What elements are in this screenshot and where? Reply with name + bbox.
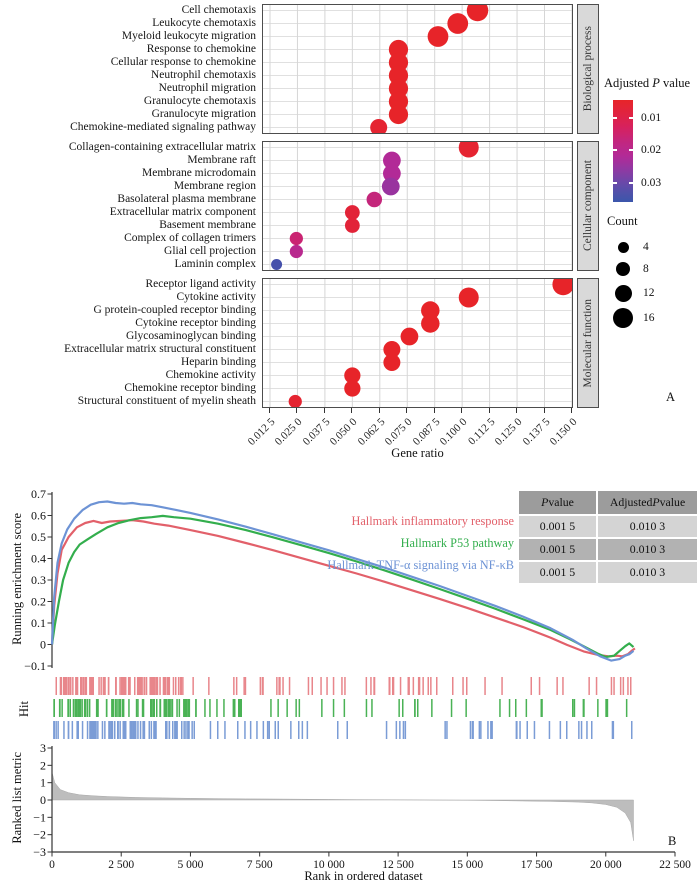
term-labels: [0, 4, 256, 134]
term-label: Glial cell projection: [164, 245, 256, 257]
go-term-dot: [345, 205, 360, 220]
go-term-dot: [271, 259, 282, 270]
table-cell: 0.001 5: [519, 562, 596, 583]
x-tick-mark: [571, 408, 572, 413]
colorbar-tick: [629, 149, 633, 151]
x-tick-label: 0.125 0: [492, 416, 525, 448]
ranked-tick-label: −1: [33, 810, 46, 825]
table-header-adj-pvalue: Adjusted P value: [598, 491, 697, 514]
x-tick-label: 0.150 0: [547, 416, 580, 448]
table-cell: 0.010 3: [598, 562, 697, 583]
term-label: Basolateral plasma membrane: [117, 193, 256, 205]
x-tick-label: 0.025 0: [273, 416, 305, 448]
x-tick-label: 0.037 5: [300, 416, 333, 448]
x-tick-mark: [269, 408, 270, 413]
count-legend-dot: [616, 262, 630, 276]
colorbar-tick: [613, 149, 617, 151]
x-tick-mark: [434, 408, 435, 413]
go-term-dot: [290, 232, 303, 245]
term-label: Chemokine-mediated signaling pathway: [70, 121, 256, 133]
facet-strip-label: Biological process: [582, 26, 594, 112]
term-label: Laminin complex: [174, 258, 256, 270]
go-term-dot: [428, 26, 449, 47]
ranked-tick-label: 0: [40, 793, 46, 807]
count-legend-dot: [618, 242, 629, 253]
term-labels: [0, 278, 256, 408]
panel-a-label: A: [666, 390, 676, 404]
res-tick-label: 0.3: [31, 573, 46, 587]
term-label: Membrane microdomain: [141, 167, 256, 179]
go-term-dot: [389, 105, 408, 124]
dots: [289, 279, 572, 407]
x-tick-mark: [489, 408, 490, 413]
hit-band-0: [56, 677, 632, 695]
count-legend-value: 16: [643, 312, 655, 324]
count-legend-dot: [613, 308, 633, 328]
plot-panel: [262, 141, 573, 271]
term-label: Cell chemotaxis: [181, 4, 256, 16]
x-tick-label: 0.087 5: [410, 416, 443, 448]
dot-canvas: [263, 279, 572, 407]
x-tick-mark: [351, 408, 352, 413]
rank-tick-label: 2 500: [108, 859, 135, 871]
x-axis-title: Gene ratio: [391, 446, 444, 460]
term-label: Response to chemokine: [146, 43, 256, 55]
go-term-dot: [289, 395, 302, 407]
colorbar-tick-label: 0.01: [641, 111, 662, 124]
x-tick-label: 0.075 0: [382, 416, 415, 448]
colorbar-tick-label: 0.03: [641, 176, 662, 189]
term-label: Neutrophil chemotaxis: [150, 69, 256, 81]
gridlines: [263, 279, 572, 407]
hit-band-2: [53, 721, 632, 739]
res-tick-label: 0.2: [31, 594, 46, 609]
term-label: Myeloid leukocyte migration: [121, 30, 256, 42]
term-label: Neutrophil migration: [158, 82, 256, 94]
dot-canvas: [263, 142, 572, 270]
go-term-dot: [382, 178, 400, 196]
go-term-dot: [401, 328, 419, 346]
term-label: G protein-coupled receptor binding: [93, 304, 256, 316]
x-tick-mark: [379, 408, 380, 413]
facet-strip-label: Molecular function: [582, 298, 594, 388]
count-legend-value: 12: [643, 287, 655, 299]
x-tick-mark: [544, 408, 545, 413]
term-label: Chemokine receptor binding: [124, 382, 256, 394]
go-term-dot: [367, 192, 383, 208]
colorbar-tick: [629, 117, 633, 119]
x-tick-label: 0.100 0: [437, 416, 470, 448]
res-tick-label: 0.5: [31, 530, 46, 544]
pvalue-table: [519, 491, 697, 583]
rank-tick-label: 22 500: [659, 859, 691, 871]
x-tick-label: 0.112 5: [465, 416, 498, 448]
panel-b-label: B: [668, 834, 677, 848]
go-term-dot: [421, 314, 440, 333]
term-label: Extracellular matrix structural constituent: [64, 343, 256, 355]
res-axis-title: Running enrichment score: [9, 513, 24, 645]
ranked-axis: [33, 741, 691, 871]
term-label: Cytokine receptor binding: [135, 317, 256, 329]
term-label: Collagen-containing extracellular matrix: [68, 141, 256, 153]
term-label: Glycosaminoglycan binding: [126, 330, 256, 342]
term-label: Basement membrane: [159, 219, 256, 231]
term-label: Chemokine activity: [165, 369, 256, 381]
table-cell: 0.010 3: [598, 539, 697, 560]
ranked-tick-label: −2: [33, 827, 46, 842]
x-tick-label: 0.137 5: [520, 416, 552, 448]
x-tick-mark: [324, 408, 325, 413]
rank-tick-label: 10 000: [313, 859, 345, 871]
ranked-axis-title: Ranked list metric: [9, 752, 24, 844]
res-tick-label: 0.6: [31, 508, 46, 523]
rank-tick-label: 12 500: [382, 859, 414, 871]
x-tick-mark: [516, 408, 517, 413]
colorbar-tick-label: 0.02: [641, 144, 662, 157]
go-term-dot: [467, 5, 489, 21]
count-legend-value: 8: [643, 263, 649, 275]
term-label: Membrane region: [173, 180, 256, 192]
term-label: Complex of collagen trimers: [124, 232, 256, 244]
go-term-dot: [552, 279, 572, 295]
color-legend-title: Adjusted P value: [604, 76, 691, 90]
go-term-dot: [383, 354, 400, 371]
gridlines: [263, 142, 572, 270]
rank-tick-label: 15 000: [451, 859, 484, 871]
size-legend-title: Count: [607, 214, 638, 228]
rank-tick-label: 17 500: [520, 859, 553, 871]
x-tick-mark: [296, 408, 297, 413]
res-tick-label: −0.1: [24, 659, 46, 673]
term-label: Heparin binding: [180, 356, 256, 368]
x-tick-mark: [406, 408, 407, 413]
ranked-tick-label: −3: [33, 844, 46, 859]
res-axis: [24, 487, 52, 673]
hit-band-1: [53, 699, 627, 717]
rank-tick-label: 20 000: [589, 859, 622, 871]
colorbar-tick: [613, 117, 617, 119]
x-tick-label: 0.012 5: [245, 416, 278, 448]
ranked-tick-label: 3: [40, 741, 46, 756]
go-term-dot: [344, 380, 360, 396]
res-tick-label: 0.4: [31, 551, 46, 566]
dot-canvas: [263, 5, 572, 133]
legend-inflammatory-response: Hallmark inflammatory response: [351, 514, 514, 528]
x-axis-title: Rank in ordered dataset: [304, 869, 423, 883]
go-term-dot: [447, 13, 468, 34]
facet-strip: [577, 4, 599, 134]
term-label: Structural constituent of myelin sheath: [77, 395, 256, 407]
x-tick-mark: [461, 408, 462, 413]
term-label: Granulocyte chemotaxis: [143, 95, 256, 107]
facet-strip: [577, 278, 599, 408]
term-label: Extracellular matrix component: [109, 206, 256, 218]
plot-panel: [262, 278, 573, 408]
count-legend-dot: [615, 285, 632, 302]
hit-axis-title: Hit: [16, 701, 31, 717]
facet-cellular-component: [0, 141, 700, 273]
go-term-dot: [370, 119, 387, 133]
facet-strip: [577, 141, 599, 271]
term-labels: [0, 141, 256, 271]
res-tick-label: 0.1: [31, 616, 46, 630]
plot-panel: [262, 4, 573, 134]
rank-tick-label: 0: [49, 859, 55, 871]
go-term-dot: [345, 218, 360, 233]
term-label: Granulocyte migration: [151, 108, 256, 120]
go-term-dot: [290, 245, 303, 258]
table-header-pvalue: P value: [519, 491, 596, 514]
term-label: Cellular response to chemokine: [110, 56, 256, 68]
res-tick-label: 0.7: [31, 487, 46, 501]
dots: [271, 142, 479, 270]
term-label: Leukocyte chemotaxis: [152, 17, 256, 29]
ranked-tick-label: 1: [40, 775, 46, 790]
legend-p53-pathway: Hallmark P53 pathway: [400, 536, 514, 550]
table-cell: 0.010 3: [598, 516, 697, 537]
ranked-tick-label: 2: [40, 758, 46, 773]
table-cell: 0.001 5: [519, 516, 596, 537]
go-term-dot: [459, 288, 479, 308]
facet-biological-process: [0, 4, 700, 136]
facet-strip-label: Cellular component: [582, 160, 594, 252]
colorbar-tick: [613, 182, 617, 184]
x-tick-label: 0.062 5: [355, 416, 388, 448]
dots: [370, 5, 488, 133]
colorbar-tick: [629, 182, 633, 184]
term-label: Receptor ligand activity: [145, 278, 256, 290]
count-legend-value: 4: [643, 241, 649, 253]
res-tick-label: 0: [40, 637, 46, 652]
gridlines: [263, 5, 572, 133]
table-cell: 0.001 5: [519, 539, 596, 560]
legend-tnf-nfkb: Hallmark TNF-α signaling via NF-κB: [327, 558, 514, 572]
x-tick-label: 0.050 0: [328, 416, 360, 448]
ranked-metric-area: [52, 772, 634, 840]
rank-tick-label: 5 000: [177, 859, 204, 871]
rank-tick-label: 7 500: [246, 859, 273, 871]
term-label: Cytokine activity: [176, 291, 256, 303]
facet-molecular-function: [0, 278, 700, 410]
term-label: Membrane raft: [187, 154, 256, 166]
